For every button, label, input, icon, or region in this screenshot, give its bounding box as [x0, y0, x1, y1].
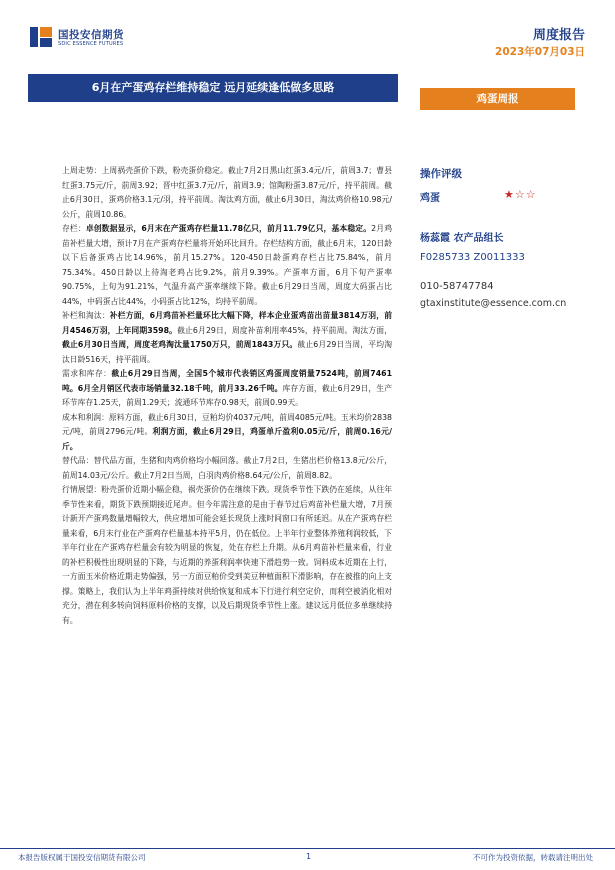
report-date: 2023年07月03日 [495, 46, 585, 58]
page-number: 1 [306, 852, 312, 861]
report-body [62, 164, 392, 628]
sidebar [420, 166, 610, 309]
logo-name-cn: 国投安信期货 [58, 29, 124, 41]
analyst-phone: 010-58747784 [420, 281, 494, 292]
paragraph-restock: 补栏和淘汰：补栏方面，6月鸡苗补栏量环比大幅下降，样本企业蛋鸡苗出苗量3814万羽，前月4546万羽，上年同期3598。截止6月29日，周度补苗利用率45%，持平前周。淘汰方面，截止6月30日当周，周度老鸡淘汰量1750万只，前周1843万只。截止6月29日当周，平均淘汰日龄516天，持平前周。 [62, 311, 392, 364]
footer-divider [0, 848, 615, 849]
report-category: 鸡蛋周报 [420, 88, 575, 110]
rating-item: 鸡蛋 [420, 193, 440, 204]
analyst-email: gtaxinstitute@essence.com.cn [420, 298, 567, 309]
rating-row [420, 189, 610, 205]
logo-name-en: SDIC ESSENCE FUTURES [58, 41, 124, 47]
logo-mark-icon [30, 25, 54, 49]
rating-star-icon: ★☆☆ [504, 188, 537, 201]
paragraph-demand: 需求和库存：截止6月29日当周，全国5个城市代表销区鸡蛋周度销量7524吨，前周7461吨。6月全月销区代表市场销量32.18千吨，前月33.26千吨。库存方面，截止6月29日，生产环节库存1.25天，前周1.29天；流通环节库存0.98天，前周0.99天。 [62, 369, 393, 407]
paragraph-weekly-trend: 上周走势：上周祸壳蛋价下跌，粉壳蛋价稳定。截止7月2日黑山红蛋3.4元/斤，前周3.7；曹县红蛋3.75元/斤，前周3.92；晋中红蛋3.7元/斤，前周3.9；馆陶粉蛋3.87元/斤，持平前周。截止6月30日，蛋鸡价格3.1元/羽，持平前周。淘汰鸡方面，截止6月30日，淘汰鸡价格10.98元/公斤，前周10.86。 [62, 166, 392, 219]
analyst-certificates: F0285733 Z0011333 [420, 252, 525, 263]
report-title: 6月在产蛋鸡存栏维持稳定 远月延续逢低做多思路 [28, 74, 398, 102]
paragraph-inventory: 存栏：卓创数据显示，6月末在产蛋鸡存栏量11.78亿只，前月11.79亿只，基本稳定。2月鸡苗补栏量大增，预计7月在产蛋鸡存栏量将开始环比回升。存栏结构方面，截止6月末，120日龄以下后备蛋鸡占比14.96%，前月15.27%。120-450日龄蛋鸡存栏占比75.84%，前月75.34%。450日龄以上待淘老鸡占比9.2%，前月9.39%。产蛋率方面，6月下旬产蛋率90.75%，上旬为91.21%，气温升高产蛋率继续下降。截止6月29日当周，周度大码蛋占比44%，中码蛋占比44%，小码蛋占比12%，均持平前周。 [62, 224, 392, 306]
analyst-name: 杨蕊霞 农产品组长 [420, 233, 504, 244]
paragraph-cost-profit: 成本和利润：原料方面，截止6月30日，豆粕均价4037元/吨，前周4085元/吨。玉米均价2838元/吨，前周2796元/吨。利润方面，截止6月29日，鸡蛋单斤盈利0.05元/斤，前周0.16元/斤。 [62, 412, 392, 451]
rating-title: 操作评级 [420, 168, 462, 180]
report-type: 周度报告 [532, 28, 585, 43]
footer-copyright: 本报告版权属于国投安信期货有限公司 [18, 853, 146, 862]
company-logo [30, 25, 145, 53]
paragraph-outlook: 行情展望：粉壳蛋价近期小幅企稳，祸壳蛋价仍在继续下跌。现货季节性下跌仍在延续，从往年季节性来看，期货下跌预期接近尾声。但今年需注意的是由于春节过后鸡苗补栏量大增，7月预计新开产蛋鸡数量增幅较大，供应增加可能会延长现货上涨时间窗口有所延迟。从在产蛋鸡存栏量来看，6月末行业在产蛋鸡存栏量基本持平5月，仍在低位。上半年行业整体养殖利润较低，下半年行业在产蛋鸡存栏量会有较为明显的恢复，处在存栏上升期。从6月鸡苗补栏量来看，行业的补栏积极性出现明显的下降，与近期的养蛋利润率快速下滑趋势一致。饲料成本近期在上行，一方面玉米价格近期走势偏强，另一方面豆粕价受到美豆种植面积下滑影响，存在被推的向上支撑。策略上，我们认为上半年鸡蛋持续对供给恢复和成本下行进行利空定价，而利空被消化相对充分，潜在利多转向饲料原料价格的支撑，以及后期现货季节性上涨。建议远月低位多单继续持有。 [62, 485, 392, 625]
footer-disclaimer: 不可作为投资依据，转载请注明出处 [473, 853, 593, 862]
paragraph-substitutes: 替代品：替代品方面，生猪和肉鸡价格均小幅回落。截止7月2日，生猪出栏价格13.8元/公斤，前周14.03元/公斤。截止7月2日当周，白羽肉鸡价格8.64元/公斤，前周8.82。 [62, 456, 393, 480]
